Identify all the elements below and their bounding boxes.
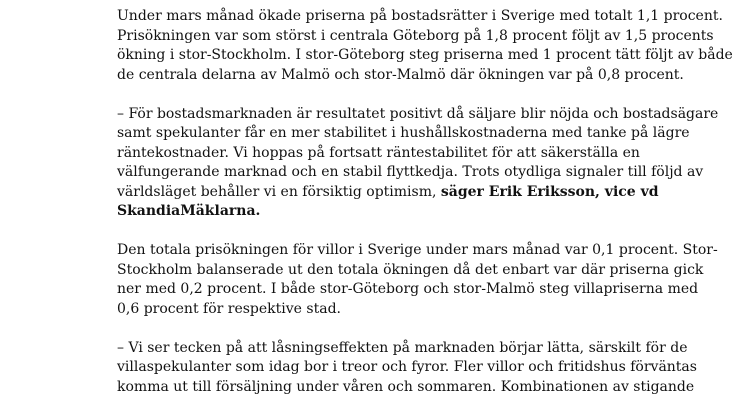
quote-attribution-company: SkandiaMäklarna. <box>117 203 261 219</box>
text-line: Stockholm balanserade ut den totala ökningen då det enbart var där priserna gick <box>117 261 704 278</box>
paragraph-quote-lock-in-effect <box>117 339 737 398</box>
text-run: världsläget behåller vi en försiktig optimism, <box>117 183 441 200</box>
paragraph-villa-prices <box>117 241 737 319</box>
text-line: – Vi ser tecken på att låsningseffekten på marknaden börjar lätta, särskilt för de <box>117 339 688 356</box>
paragraph-apartment-prices <box>117 7 737 85</box>
text-line: ner med 0,2 procent. I både stor-Göteborg och stor-Malmö steg villapriserna med <box>117 281 699 297</box>
text-line: välfungerande marknad och en stabil flyttkedja. Trots otydliga signaler till följd av <box>117 164 704 180</box>
text-line: samt spekulanter får en mer stabilitet i hushållskostnaderna med tanke på lägre <box>117 125 690 141</box>
quote-attribution: säger Erik Eriksson, vice vd <box>440 183 659 200</box>
text-line: Den totala prisökningen för villor i Sverige under mars månad var 0,1 procent. Stor- <box>117 242 718 258</box>
text-line: villaspekulanter som idag bor i treor och fyror. Fler villor och fritidshus förväntas <box>117 359 697 375</box>
text-line: Prisökningen var som störst i centrala Göteborg på 1,8 procent följt av 1,5 procents <box>117 27 714 44</box>
text-line: 0,6 procent för respektive stad. <box>117 300 341 317</box>
text-line: de centrala delarna av Malmö och stor-Malmö där ökningen var på 0,8 procent. <box>117 66 684 83</box>
paragraph-quote-erik-eriksson <box>117 105 737 222</box>
text-line: komma ut till försäljning under våren och sommaren. Kombinationen av stigande <box>117 378 695 395</box>
text-line-attribution <box>117 183 737 203</box>
text-line: – För bostadsmarknaden är resultatet positivt då säljare blir nöjda och bostadsägare <box>117 105 719 122</box>
article-body <box>117 7 737 417</box>
text-line: ökning i stor-Stockholm. I stor-Göteborg steg priserna med 1 procent tätt följt av både <box>117 47 733 63</box>
text-line: räntekostnader. Vi hoppas på fortsatt räntestabilitet för att säkerställa en <box>117 144 640 161</box>
text-line: Under mars månad ökade priserna på bostadsrätter i Sverige med totalt 1,1 procent. <box>117 8 723 24</box>
